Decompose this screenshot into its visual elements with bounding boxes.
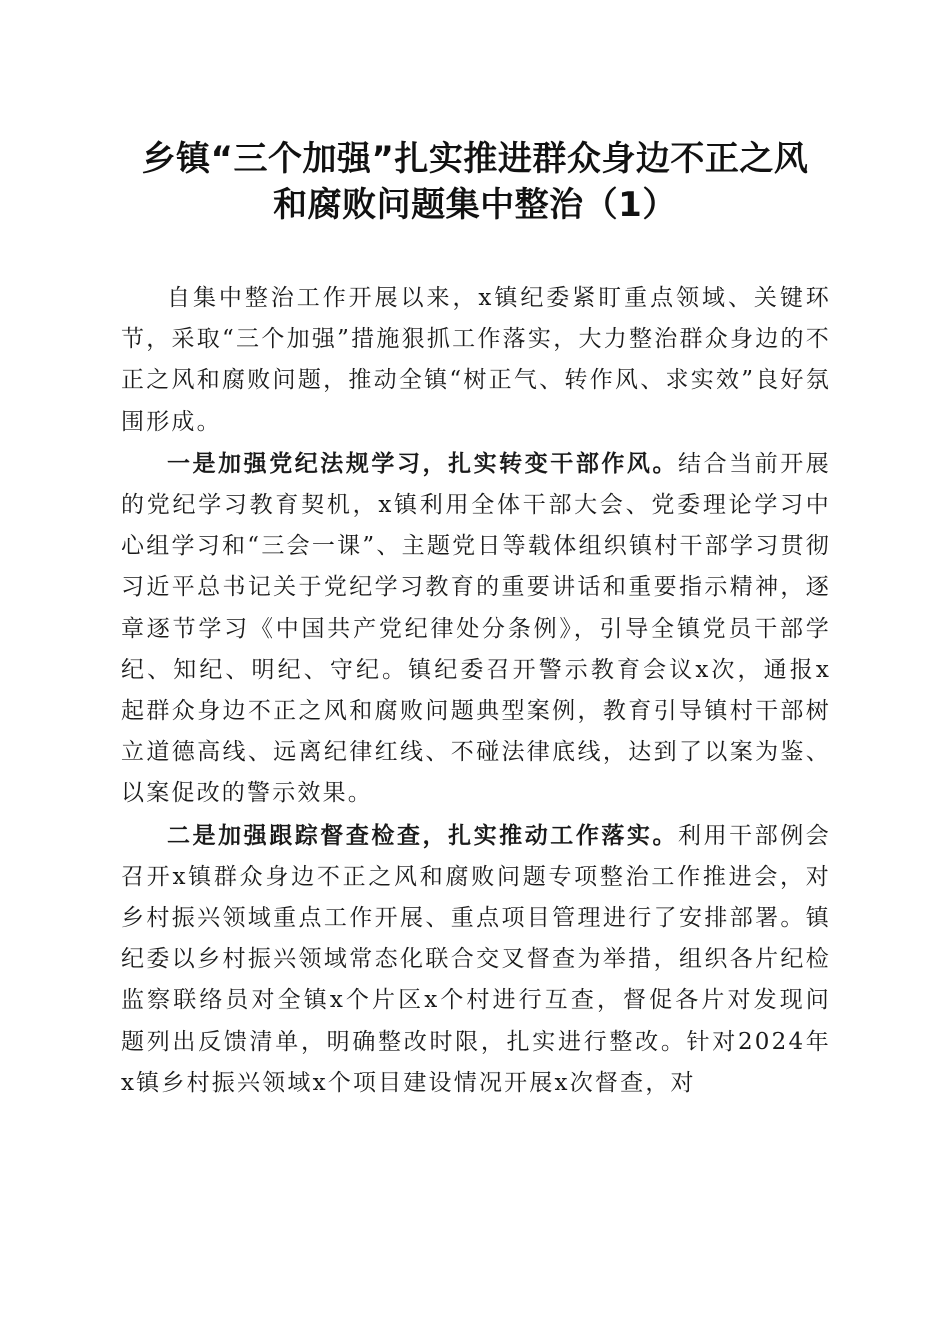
title-line-2: 和腐败问题集中整治（1）	[273, 185, 677, 225]
paragraph-text: 自集中整治工作开展以来，x镇纪委紧盯重点领域、关键环节，采取“三个加强”措施狠抓工作落实，大力整治群众身边的不正之风和腐败问题，推动全镇“树正气、转作风、求实效”良好氛围形成。	[121, 285, 831, 435]
title-line-1: 乡镇“三个加强”扎实推进群众身边不正之风	[141, 139, 809, 179]
document-body	[121, 278, 831, 1104]
paragraph-lead: 一是加强党纪法规学习，扎实转变干部作风。	[167, 449, 679, 477]
paragraph-point-2	[121, 815, 831, 1104]
paragraph-text: 结合当前开展的党纪学习教育契机，x镇利用全体干部大会、党委理论学习中心组学习和“三会一课”、主题党日等载体组织镇村干部学习贯彻习近平总书记关于党纪学习教育的重要讲话和重要指示精神，逐章逐节学习《中国共产党纪律处分条例》，引导全镇党员干部学纪、知纪、明纪、守纪。镇纪委召开警示教育会议x次，通报x起群众身边不正之风和腐败问题典型案例，教育引导镇村干部树立道德高线、远离纪律红线、不碰法律底线，达到了以案为鉴、以案促改的警示效果。	[121, 450, 832, 807]
paragraph-lead: 二是加强跟踪督查检查，扎实推动工作落实。	[167, 821, 679, 849]
paragraph-text: 利用干部例会召开x镇群众身边不正之风和腐败问题专项整治工作推进会，对乡村振兴领域重点工作开展、重点项目管理进行了安排部署。镇纪委以乡村振兴领域常态化联合交叉督查为举措，组织各片纪检监察联络员对全镇x个片区x个村进行互查，督促各片对发现问题列出反馈清单，明确整改时限，扎实进行整改。针对2024年x镇乡村振兴领域x个项目建设情况开展x次督查，对	[121, 822, 832, 1096]
paragraph-point-1	[121, 443, 831, 815]
document-title	[100, 136, 850, 228]
paragraph-intro	[121, 278, 831, 443]
